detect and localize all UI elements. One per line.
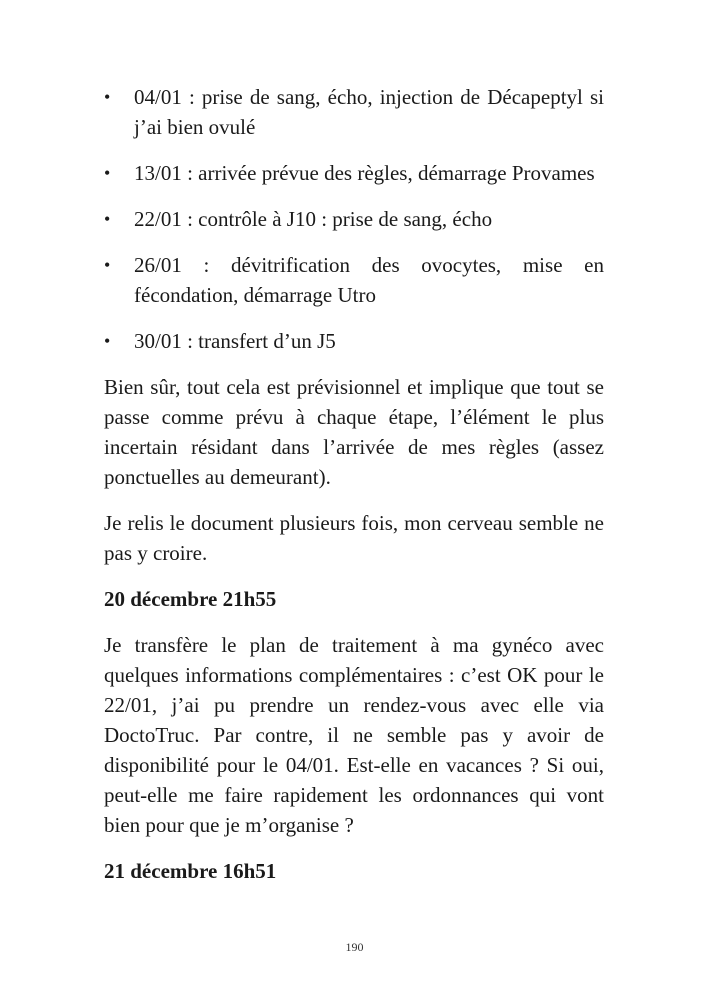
list-item <box>104 158 604 188</box>
paragraph-reread: Je relis le document plusieurs fois, mon cerveau semble ne pas y croire. <box>104 511 604 565</box>
bullet-icon: • <box>104 209 111 229</box>
entry-heading: 21 décembre 16h51 <box>104 859 277 883</box>
bullet-icon: • <box>104 87 111 107</box>
paragraph-forecast: Bien sûr, tout cela est prévisionnel et implique que tout se passe comme prévu à chaque étape, l’élément le plus incertain résidant dans l’arrivée de mes règles (assez ponctuelles au demeurant). <box>104 375 604 489</box>
page-number: 190 <box>345 940 364 954</box>
list-item <box>104 82 604 142</box>
schedule-list <box>104 82 604 356</box>
list-item-text: 30/01 : transfert d’un J5 <box>134 329 336 353</box>
list-item <box>104 326 604 356</box>
list-item-text: 04/01 : prise de sang, écho, injection de Décapeptyl si j’ai bien ovulé <box>134 85 604 139</box>
entry-text: Je transfère le plan de traitement à ma gynéco avec quelques informations complémentaires : c’est OK pour le 22/01, j’ai pu prendre un rendez-vous avec elle via DoctoTruc. Par contre, il ne semble pas y avoir de disponibilité pour le 04/01. Est-elle en vacances ? Si oui, peut-elle me faire rapidement les ordonnances qui vont bien pour que je m’organise ? <box>104 633 604 837</box>
list-item-text: 22/01 : contrôle à J10 : prise de sang, écho <box>134 207 493 231</box>
list-item-text: 26/01 : dévitrification des ovocytes, mise en fécondation, démarrage Utro <box>134 253 604 307</box>
bullet-icon: • <box>104 331 111 351</box>
bullet-icon: • <box>104 163 111 183</box>
list-item-text: 13/01 : arrivée prévue des règles, démarrage Provames <box>134 161 595 185</box>
list-item <box>104 204 604 234</box>
page-body <box>104 82 604 902</box>
entry-heading: 20 décembre 21h55 <box>104 587 277 611</box>
bullet-icon: • <box>104 255 111 275</box>
list-item <box>104 250 604 310</box>
